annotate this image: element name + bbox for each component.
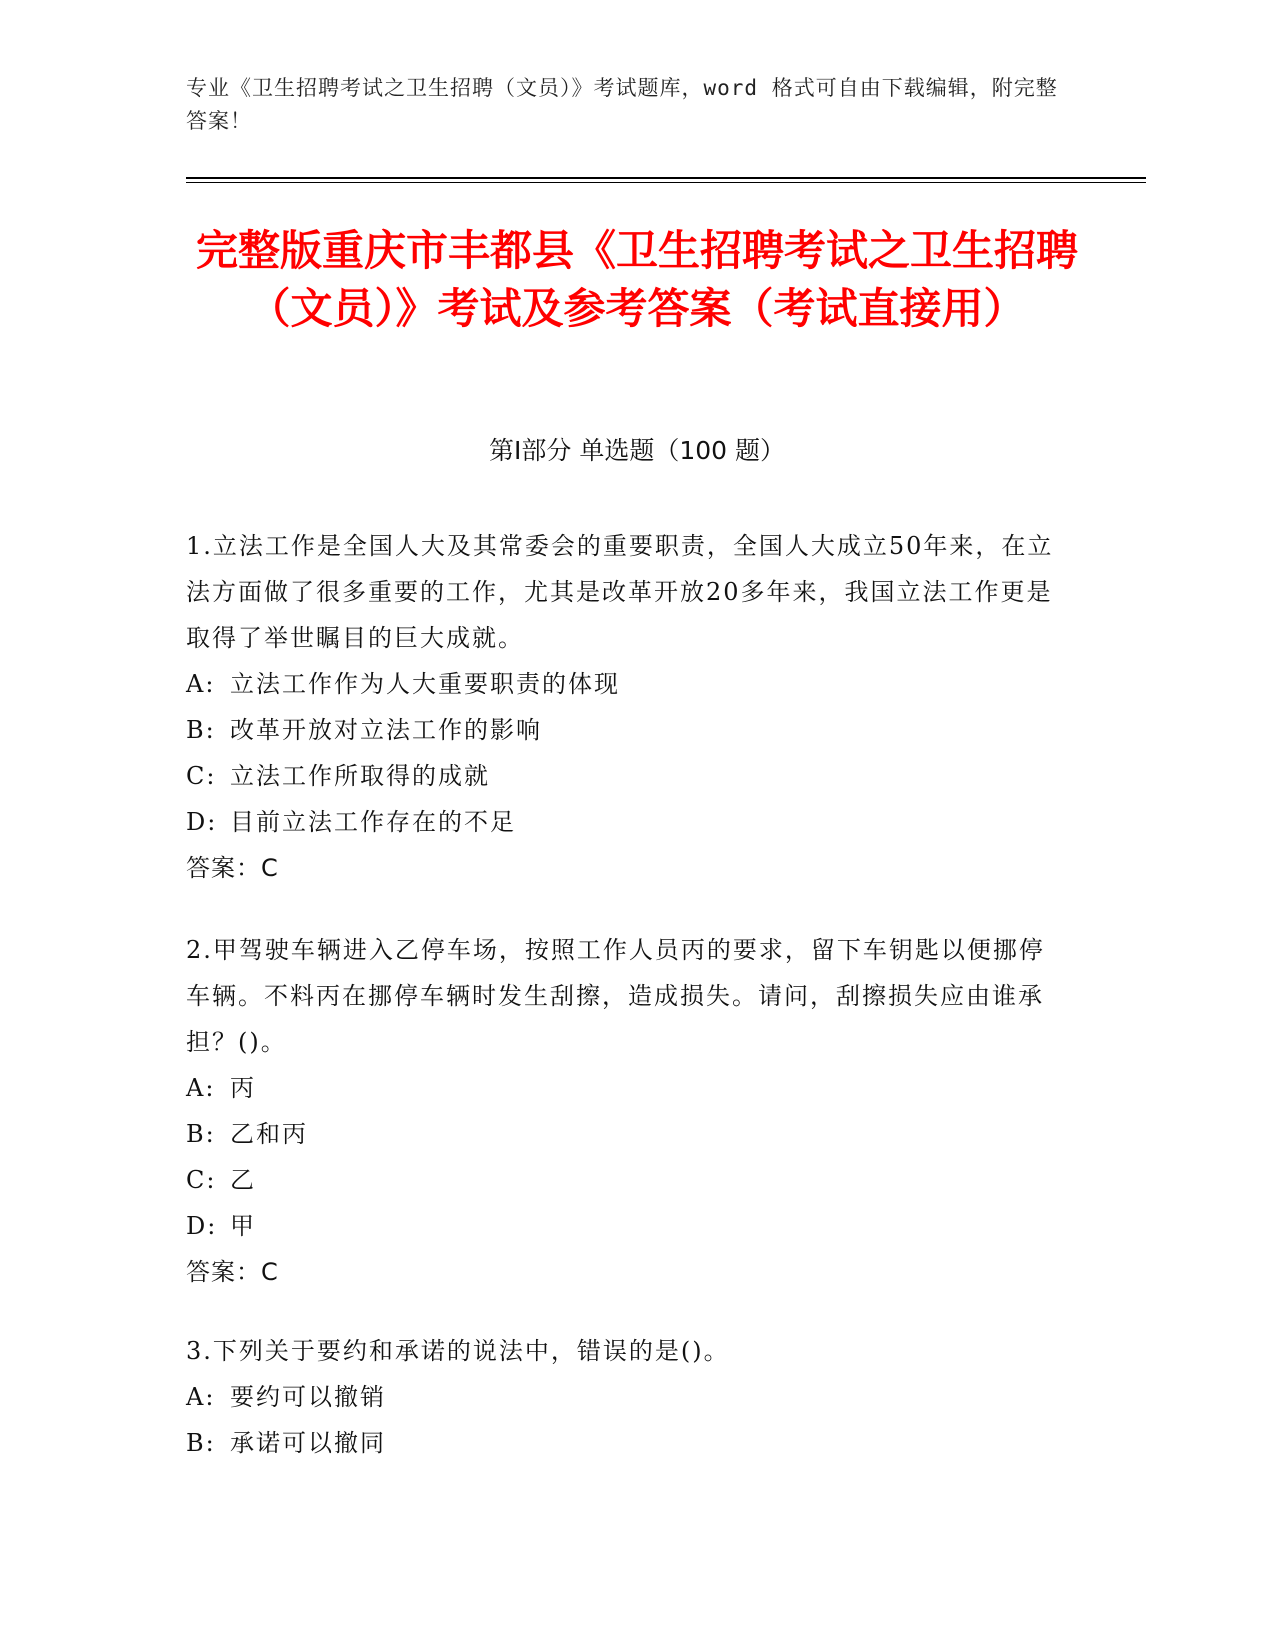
option-text: 甲 bbox=[230, 1212, 256, 1240]
option-d bbox=[186, 799, 1066, 845]
option-text: 丙 bbox=[230, 1074, 256, 1102]
option-key: D: bbox=[186, 1212, 218, 1240]
option-key: C: bbox=[186, 1166, 217, 1194]
option-text: 承诺可以撤同 bbox=[230, 1429, 386, 1457]
option-key: A: bbox=[186, 1383, 216, 1411]
option-b bbox=[186, 1420, 1066, 1466]
option-key: A: bbox=[186, 1074, 216, 1102]
question-stem: 2.甲驾驶车辆进入乙停车场，按照工作人员丙的要求，留下车钥匙以便挪停车辆。不料丙在挪停车辆时发生刮擦，造成损失。请问，刮擦损失应由谁承担？()。 bbox=[186, 936, 1045, 1056]
option-key: B: bbox=[186, 716, 216, 744]
question-3 bbox=[186, 1328, 1066, 1466]
option-c bbox=[186, 753, 1066, 799]
option-text: 立法工作作为人大重要职责的体现 bbox=[230, 670, 620, 698]
option-key: B: bbox=[186, 1120, 216, 1148]
option-b bbox=[186, 1111, 1066, 1157]
option-text: 立法工作所取得的成就 bbox=[230, 762, 490, 790]
option-key: A: bbox=[186, 670, 216, 698]
option-text: 乙 bbox=[230, 1166, 256, 1194]
option-c bbox=[186, 1157, 1066, 1203]
option-key: B: bbox=[186, 1429, 216, 1457]
section-title: 第Ⅰ部分 单选题（100 题） bbox=[489, 436, 785, 465]
option-a bbox=[186, 1374, 1066, 1420]
option-d bbox=[186, 1203, 1066, 1249]
option-text: 目前立法工作存在的不足 bbox=[230, 808, 516, 836]
option-key: C: bbox=[186, 762, 217, 790]
answer: 答案：C bbox=[186, 1258, 279, 1286]
option-b bbox=[186, 707, 1066, 753]
question-1 bbox=[186, 523, 1066, 891]
option-a bbox=[186, 1065, 1066, 1111]
header-divider-thick bbox=[186, 177, 1146, 179]
document-title: 完整版重庆市丰都县《卫生招聘考试之卫生招聘（文员）》考试及参考答案（考试直接用） bbox=[195, 226, 1078, 333]
option-text: 要约可以撤销 bbox=[230, 1383, 386, 1411]
answer: 答案：C bbox=[186, 854, 279, 882]
option-text: 乙和丙 bbox=[230, 1120, 308, 1148]
header-note: 专业《卫生招聘考试之卫生招聘（文员）》考试题库，word 格式可自由下载编辑，附完整答案！ bbox=[186, 76, 1058, 133]
header-divider-thin bbox=[186, 182, 1146, 183]
question-stem: 3.下列关于要约和承诺的说法中，错误的是()。 bbox=[186, 1337, 730, 1365]
question-2 bbox=[186, 927, 1066, 1295]
question-stem: 1.立法工作是全国人大及其常委会的重要职责，全国人大成立50年来，在立法方面做了很多重要的工作，尤其是改革开放20多年来，我国立法工作更是取得了举世瞩目的巨大成就。 bbox=[186, 532, 1054, 652]
option-a bbox=[186, 661, 1066, 707]
option-text: 改革开放对立法工作的影响 bbox=[230, 716, 542, 744]
option-key: D: bbox=[186, 808, 218, 836]
